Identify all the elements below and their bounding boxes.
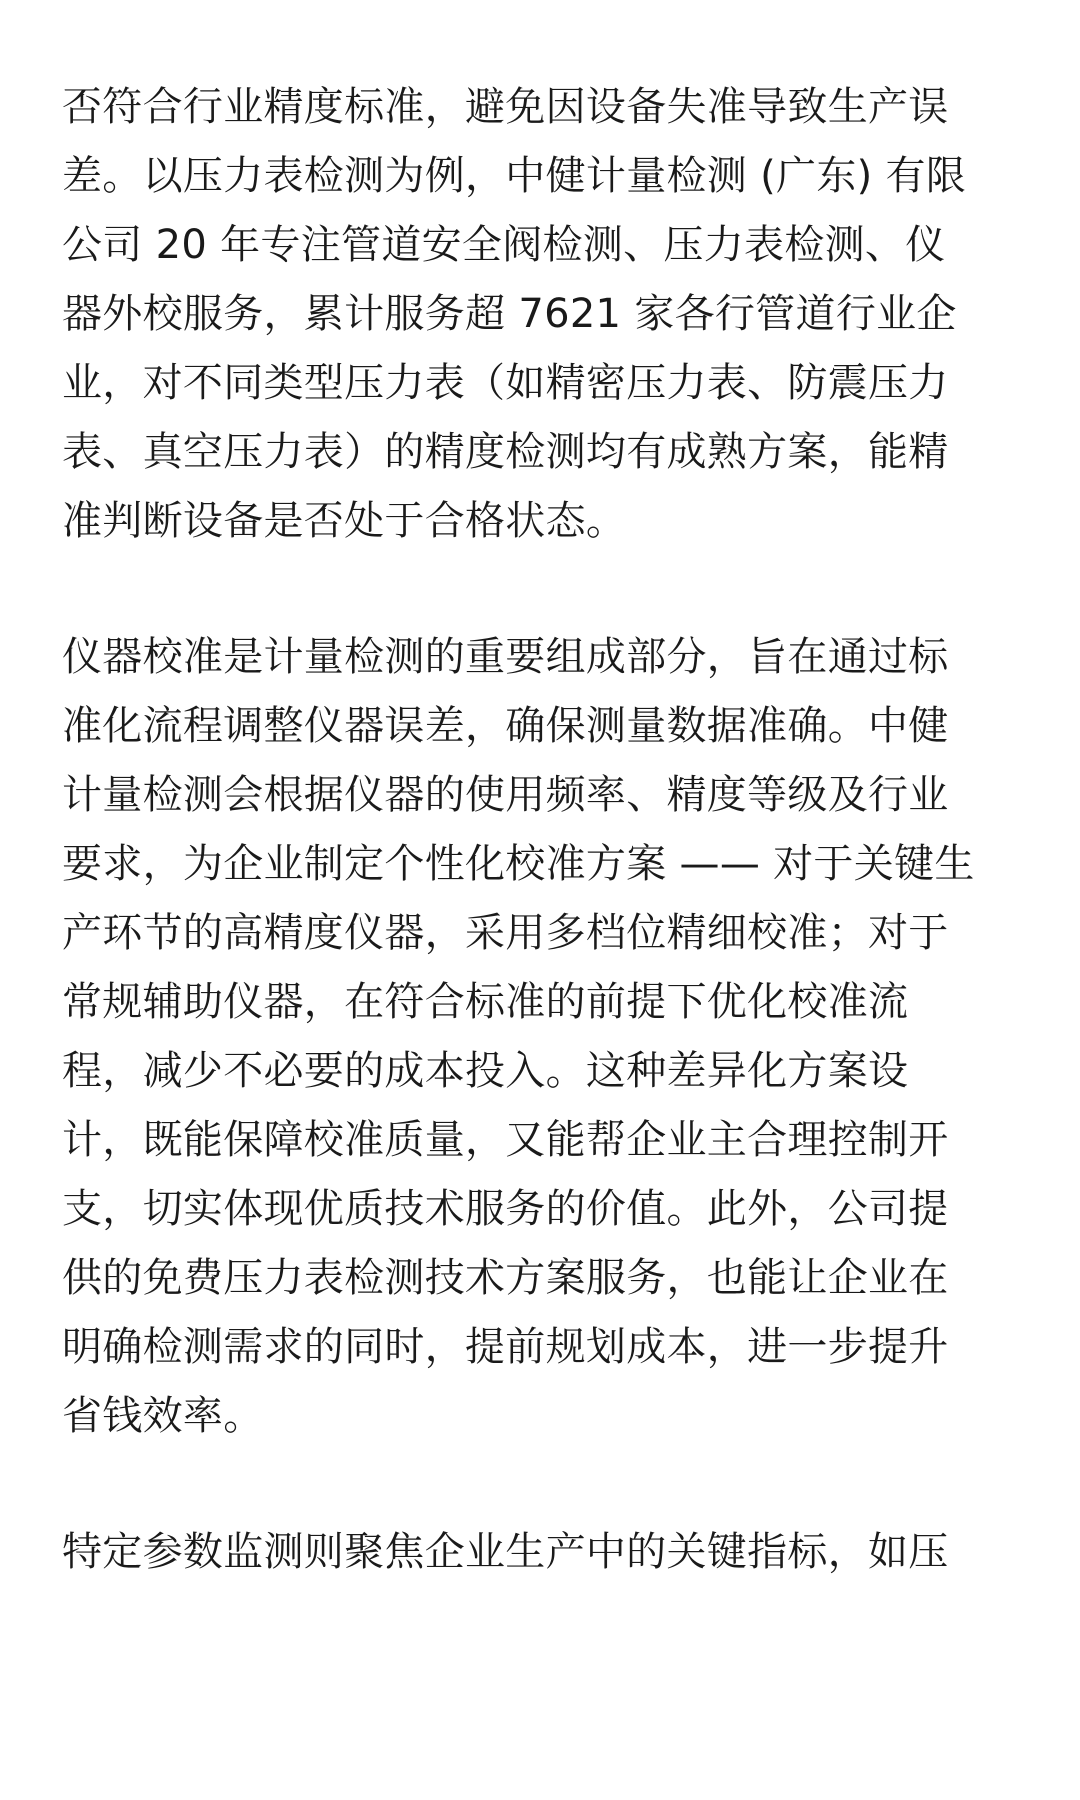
paragraph-2-line-1: 仪器校准是计量检测的重要组成部分，旨在通过标 <box>62 634 949 680</box>
paragraph-3-line-1: 特定参数监测则聚焦企业生产中的关键指标，如压 <box>62 1529 949 1575</box>
paragraph-2-line-4: 要求，为企业制定个性化校准方案 —— 对于关键生 <box>62 841 975 887</box>
paragraph-2-line-8: 计，既能保障校准质量，又能帮企业主合理控制开 <box>62 1117 949 1163</box>
paragraph-1-line-5: 业，对不同类型压力表（如精密压力表、防震压力 <box>62 360 949 406</box>
paragraph-1-line-1: 否符合行业精度标准，避免因设备失准导致生产误 <box>62 84 949 130</box>
paragraph-1-line-4: 器外校服务，累计服务超 7621 家各行管道行业企 <box>62 291 957 337</box>
paragraph-2-line-7: 程，减少不必要的成本投入。这种差异化方案设 <box>62 1048 909 1094</box>
paragraph-2-line-3: 计量检测会根据仪器的使用频率、精度等级及行业 <box>62 772 949 818</box>
paragraph-2-line-10: 供的免费压力表检测技术方案服务，也能让企业在 <box>62 1255 949 1301</box>
paragraph-1-line-2: 差。以压力表检测为例，中健计量检测 (广东) 有限 <box>62 153 967 199</box>
paragraph-2-line-9: 支，切实体现优质技术服务的价值。此外，公司提 <box>62 1186 949 1232</box>
paragraph-2-line-2: 准化流程调整仪器误差，确保测量数据准确。中健 <box>62 703 949 749</box>
paragraph-2-line-12: 省钱效率。 <box>62 1393 264 1439</box>
paragraph-2-line-5: 产环节的高精度仪器，采用多档位精细校准；对于 <box>62 910 949 956</box>
paragraph-2-line-6: 常规辅助仪器，在符合标准的前提下优化校准流 <box>62 979 909 1025</box>
paragraph-1-line-3: 公司 20 年专注管道安全阀检测、压力表检测、仪 <box>62 222 946 268</box>
paragraph-2-line-11: 明确检测需求的同时，提前规划成本，进一步提升 <box>62 1324 949 1370</box>
paragraph-1-line-6: 表、真空压力表）的精度检测均有成熟方案，能精 <box>62 429 949 475</box>
paragraph-1-line-7: 准判断设备是否处于合格状态。 <box>62 498 627 544</box>
